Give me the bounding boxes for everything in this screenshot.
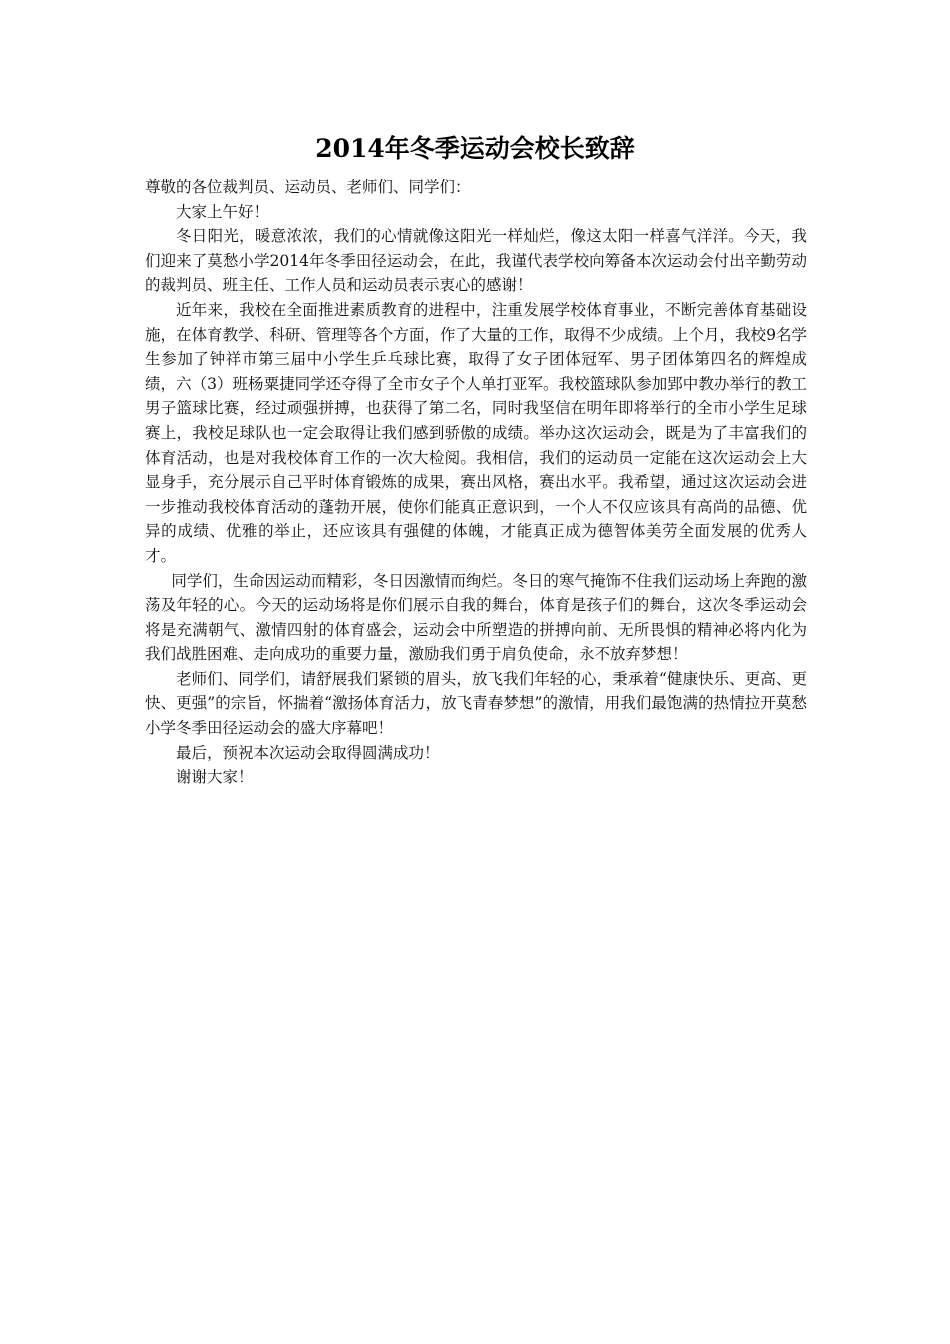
document-body [145, 175, 807, 790]
paragraph-3: 同学们，生命因运动而精彩，冬日因激情而绚烂。冬日的寒气掩饰不住我们运动场上奔跑的激荡及年轻的心。今天的运动场将是你们展示自我的舞台，体育是孩子们的舞台，这次冬季运动会将是充满朝气、激情四射的体育盛会，运动会中所塑造的拼搏向前、无所畏惧的精神必将内化为我们战胜困难、走向成功的重要力量，激励我们勇于肩负使命，永不放弃梦想！ [145, 571, 807, 664]
greeting: 大家上午好！ [176, 202, 270, 221]
paragraph-4: 老师们、同学们，请舒展我们紧锁的眉头，放飞我们年轻的心，秉承着“健康快乐、更高、更快、更强”的宗旨，怀揣着“激扬体育活力，放飞青春梦想”的激情，用我们最饱满的热情拉开莫愁小学冬季田径运动会的盛大序幕吧！ [145, 669, 807, 738]
salutation: 尊敬的各位裁判员、运动员、老师们、同学们： [145, 178, 471, 196]
document-title: 2014年冬季运动会校长致辞 [315, 134, 635, 163]
paragraph-2: 近年来，我校在全面推进素质教育的进程中，注重发展学校体育事业，不断完善体育基础设施，在体育教学、科研、管理等各个方面，作了大量的工作，取得不少成绩。上个月，我校9名学生参加了钟祥市第三届中小学生乒乓球比赛，取得了女子团体冠军、男子团体第四名的辉煌成绩，六（3）班杨粟捷同学还夺得了全市女子个人单打亚军。我校篮球队参加郢中教办举行的教工男子篮球比赛，经过顽强拼搏，也获得了第二名，同时我坚信在明年即将举行的全市小学生足球赛上，我校足球队也一定会取得让我们感到骄傲的成绩。举办这次运动会，既是为了丰富我们的体育活动，也是对我校体育工作的一次大检阅。我相信，我们的运动员一定能在这次运动会上大显身手，充分展示自己平时体育锻炼的成果，赛出风格，赛出水平。我希望，通过这次运动会进一步推动我校体育活动的蓬勃开展，使你们能真正意识到，一个人不仅应该具有高尚的品德、优异的成绩、优雅的举止，还应该具有强健的体魄，才能真正成为德智体美劳全面发展的优秀人才。 [145, 300, 807, 565]
paragraph-5: 最后，预祝本次运动会取得圆满成功！ [176, 743, 440, 762]
paragraph-1: 冬日阳光，暖意浓浓，我们的心情就像这阳光一样灿烂，像这太阳一样喜气洋洋。今天，我们迎来了莫愁小学2014年冬季田径运动会，在此，我谨代表学校向筹备本次运动会付出辛勤劳动的裁判员、班主任、工作人员和运动员表示衷心的感谢！ [145, 227, 807, 295]
closing: 谢谢大家！ [176, 768, 254, 787]
